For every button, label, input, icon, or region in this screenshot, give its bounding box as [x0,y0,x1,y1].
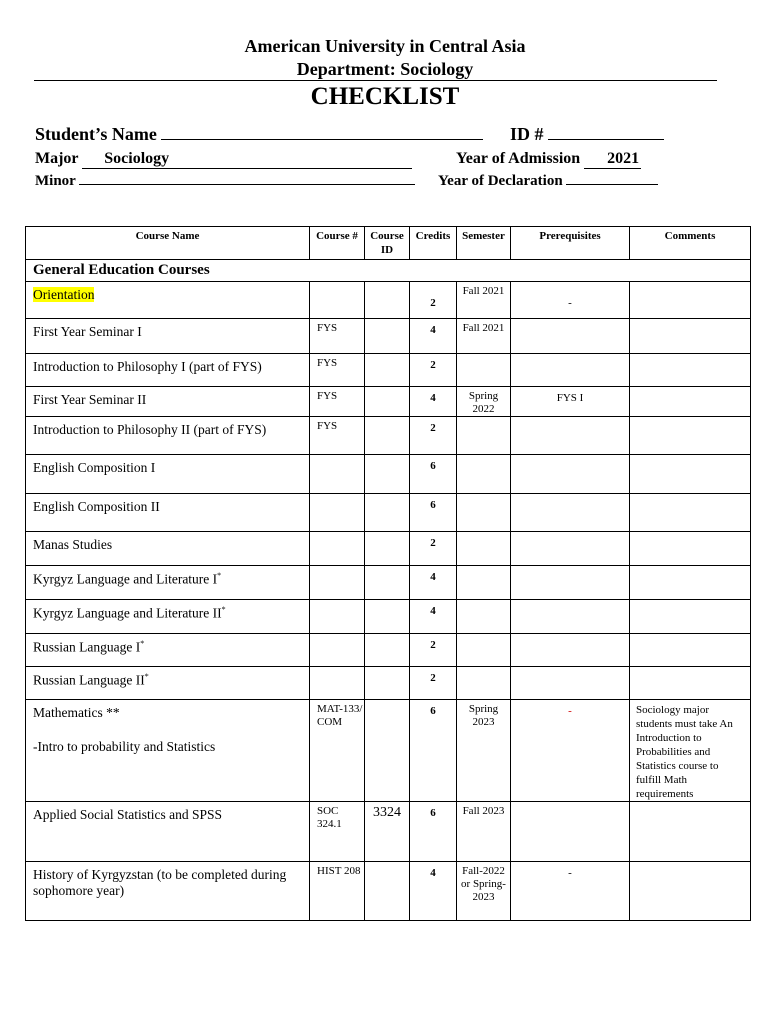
course-id-cell [365,354,410,387]
prerequisites-cell: - [511,862,630,921]
header-course-name: Course Name [26,227,310,260]
header-course-num: Course # [310,227,365,260]
comments-cell [630,600,751,634]
year-declaration-label: Year of Declaration [438,173,563,189]
course-name: Mathematics ** [33,705,120,720]
prerequisites-cell [511,532,630,566]
table-row [26,600,751,634]
footnote-mark: * [144,672,149,681]
course-num-cell: FYS [310,417,365,455]
id-label: ID # [510,124,544,144]
semester-cell [457,494,511,532]
course-id-cell [365,282,410,319]
year-declaration-field[interactable] [566,183,658,185]
table-row [26,387,751,417]
comments-cell [630,634,751,667]
credits-cell: 2 [410,634,457,667]
prerequisites-cell: FYS I [511,387,630,417]
minor-field[interactable] [79,183,415,185]
id-line [510,124,664,145]
comments-cell [630,494,751,532]
course-name-cell [26,802,310,862]
semester-cell: Fall 2021 [457,282,511,319]
course-num-cell [310,634,365,667]
table-row [26,566,751,600]
course-name: Introduction to Philosophy II (part of FYS) [33,422,267,437]
course-name-cell [26,634,310,667]
course-name-cell [26,354,310,387]
course-name: Manas Studies [33,537,113,552]
major-line [35,150,412,169]
credits-cell: 4 [410,600,457,634]
course-name: Applied Social Statistics and SPSS [33,807,223,822]
prerequisites-cell [511,494,630,532]
table-row [26,494,751,532]
course-id-cell [365,600,410,634]
course-id-cell [365,700,410,802]
table-row [26,532,751,566]
prerequisites-cell [511,600,630,634]
course-name: English Composition II [33,499,160,514]
table-row [26,354,751,387]
table-row [26,319,751,354]
comments-cell [630,282,751,319]
course-name: Russian Language II [33,672,145,688]
course-id-cell [365,532,410,566]
course-id-cell [365,494,410,532]
header-course-id: Course ID [365,227,410,260]
course-num-cell [310,600,365,634]
course-name-cell [26,417,310,455]
year-admission-line [456,150,641,169]
credits-cell: 2 [410,354,457,387]
credits-cell: 2 [410,282,457,319]
table-row [26,700,751,802]
course-id-cell [365,319,410,354]
course-name-cell [26,532,310,566]
comments-cell [630,417,751,455]
course-id-cell: 3324 [365,802,410,862]
course-name: Introduction to Philosophy I (part of FYS) [33,359,262,374]
course-num-cell: FYS [310,387,365,417]
semester-cell: Fall 2021 [457,319,511,354]
semester-cell: Spring 2023 [457,700,511,802]
course-name-cell [26,494,310,532]
table-row [26,634,751,667]
table-row [26,667,751,700]
prerequisites-cell [511,417,630,455]
year-declaration-line [438,173,658,190]
major-label: Major [35,150,79,167]
year-admission-field[interactable] [584,150,641,169]
semester-cell [457,532,511,566]
credits-cell: 4 [410,319,457,354]
comments-cell [630,566,751,600]
prerequisites-cell [511,634,630,667]
checklist-title: CHECKLIST [310,83,460,110]
year-admission-value: 2021 [607,150,640,167]
course-num-cell [310,282,365,319]
student-name-label: Student’s Name [35,124,157,144]
course-id-cell [365,667,410,700]
year-admission-label: Year of Admission [456,150,581,167]
comments-cell [630,532,751,566]
semester-cell [457,566,511,600]
course-num-cell: MAT-133/ COM [310,700,365,802]
credits-cell: 6 [410,455,457,494]
student-name-field[interactable] [161,138,483,140]
footnote-mark: * [221,605,226,614]
section-row [26,260,751,282]
course-name: English Composition I [33,460,156,475]
header-prerequisites: Prerequisites [511,227,630,260]
course-name-cell [26,600,310,634]
credits-cell: 2 [410,417,457,455]
semester-cell [457,634,511,667]
table-row [26,455,751,494]
comments-cell [630,862,751,921]
course-name: Orientation [33,287,95,302]
university-title: American University in Central Asia [244,36,526,56]
semester-cell [457,667,511,700]
id-field[interactable] [548,138,664,140]
course-name: First Year Seminar I [33,324,142,339]
credits-cell: 2 [410,532,457,566]
minor-line [35,173,415,190]
footnote-mark: * [140,639,145,648]
course-id-cell [365,417,410,455]
course-name-cell [26,387,310,417]
credits-cell: 4 [410,566,457,600]
course-name: History of Kyrgyzstan (to be completed during sophomore year) [33,867,287,898]
department-title: Department: Sociology [296,59,474,79]
prerequisites-cell [511,667,630,700]
course-num-cell [310,494,365,532]
checklist-table [25,226,751,921]
semester-cell: Fall 2023 [457,802,511,862]
table-row [26,417,751,455]
prerequisites-cell: - [511,282,630,319]
semester-cell [457,417,511,455]
course-num-cell [310,566,365,600]
credits-cell: 4 [410,862,457,921]
course-num-cell [310,667,365,700]
course-name: First Year Seminar II [33,392,147,407]
credits-cell: 4 [410,387,457,417]
course-name-cell [26,862,310,921]
minor-label: Minor [35,173,76,189]
table-body [26,282,751,921]
prerequisites-cell [511,319,630,354]
table-row [26,862,751,921]
header-comments: Comments [630,227,751,260]
course-num-cell: SOC 324.1 [310,802,365,862]
semester-cell: Fall-2022 or Spring-2023 [457,862,511,921]
course-name-cell [26,667,310,700]
comments-cell [630,667,751,700]
course-id-cell [365,387,410,417]
course-name: Kyrgyz Language and Literature I [33,571,218,587]
semester-cell: Spring 2022 [457,387,511,417]
course-num-cell: FYS [310,319,365,354]
course-name: Russian Language I [33,639,141,655]
semester-cell [457,354,511,387]
prerequisites-cell [511,354,630,387]
course-num-cell [310,532,365,566]
course-name: Kyrgyz Language and Literature II [33,605,222,621]
footnote-mark: * [217,571,222,580]
section-title: General Education Courses [26,260,751,282]
semester-cell [457,455,511,494]
course-name-sub: -Intro to probability and Statistics [33,739,216,754]
comments-cell [630,354,751,387]
course-name-cell [26,455,310,494]
comments-cell [630,802,751,862]
prerequisites-cell [511,455,630,494]
credits-cell: 6 [410,700,457,802]
course-id-cell [365,566,410,600]
course-name-cell [26,282,310,319]
course-id-cell [365,455,410,494]
header-semester: Semester [457,227,511,260]
course-name-cell [26,700,310,802]
credits-cell: 2 [410,667,457,700]
course-num-cell: FYS [310,354,365,387]
semester-cell [457,600,511,634]
comments-cell [630,387,751,417]
credits-cell: 6 [410,494,457,532]
prerequisites-cell [511,566,630,600]
student-name-line [35,124,483,145]
table-row [26,802,751,862]
course-name-cell [26,566,310,600]
course-num-cell [310,455,365,494]
comments-cell [630,455,751,494]
comments-cell [630,319,751,354]
table-header-row [26,227,751,260]
course-num-cell: HIST 208 [310,862,365,921]
course-id-cell [365,862,410,921]
course-id-cell [365,634,410,667]
major-field[interactable] [82,150,412,169]
credits-cell: 6 [410,802,457,862]
major-value: Sociology [104,150,170,167]
header-credits: Credits [410,227,457,260]
course-name-cell [26,319,310,354]
prerequisites-cell: - [511,700,630,802]
prerequisites-cell [511,802,630,862]
header-divider [34,80,717,81]
comments-cell: Sociology major students must take An Introduction to Probabilities and Statistics course to fulfill Math requirements [630,700,751,802]
table-row [26,282,751,319]
